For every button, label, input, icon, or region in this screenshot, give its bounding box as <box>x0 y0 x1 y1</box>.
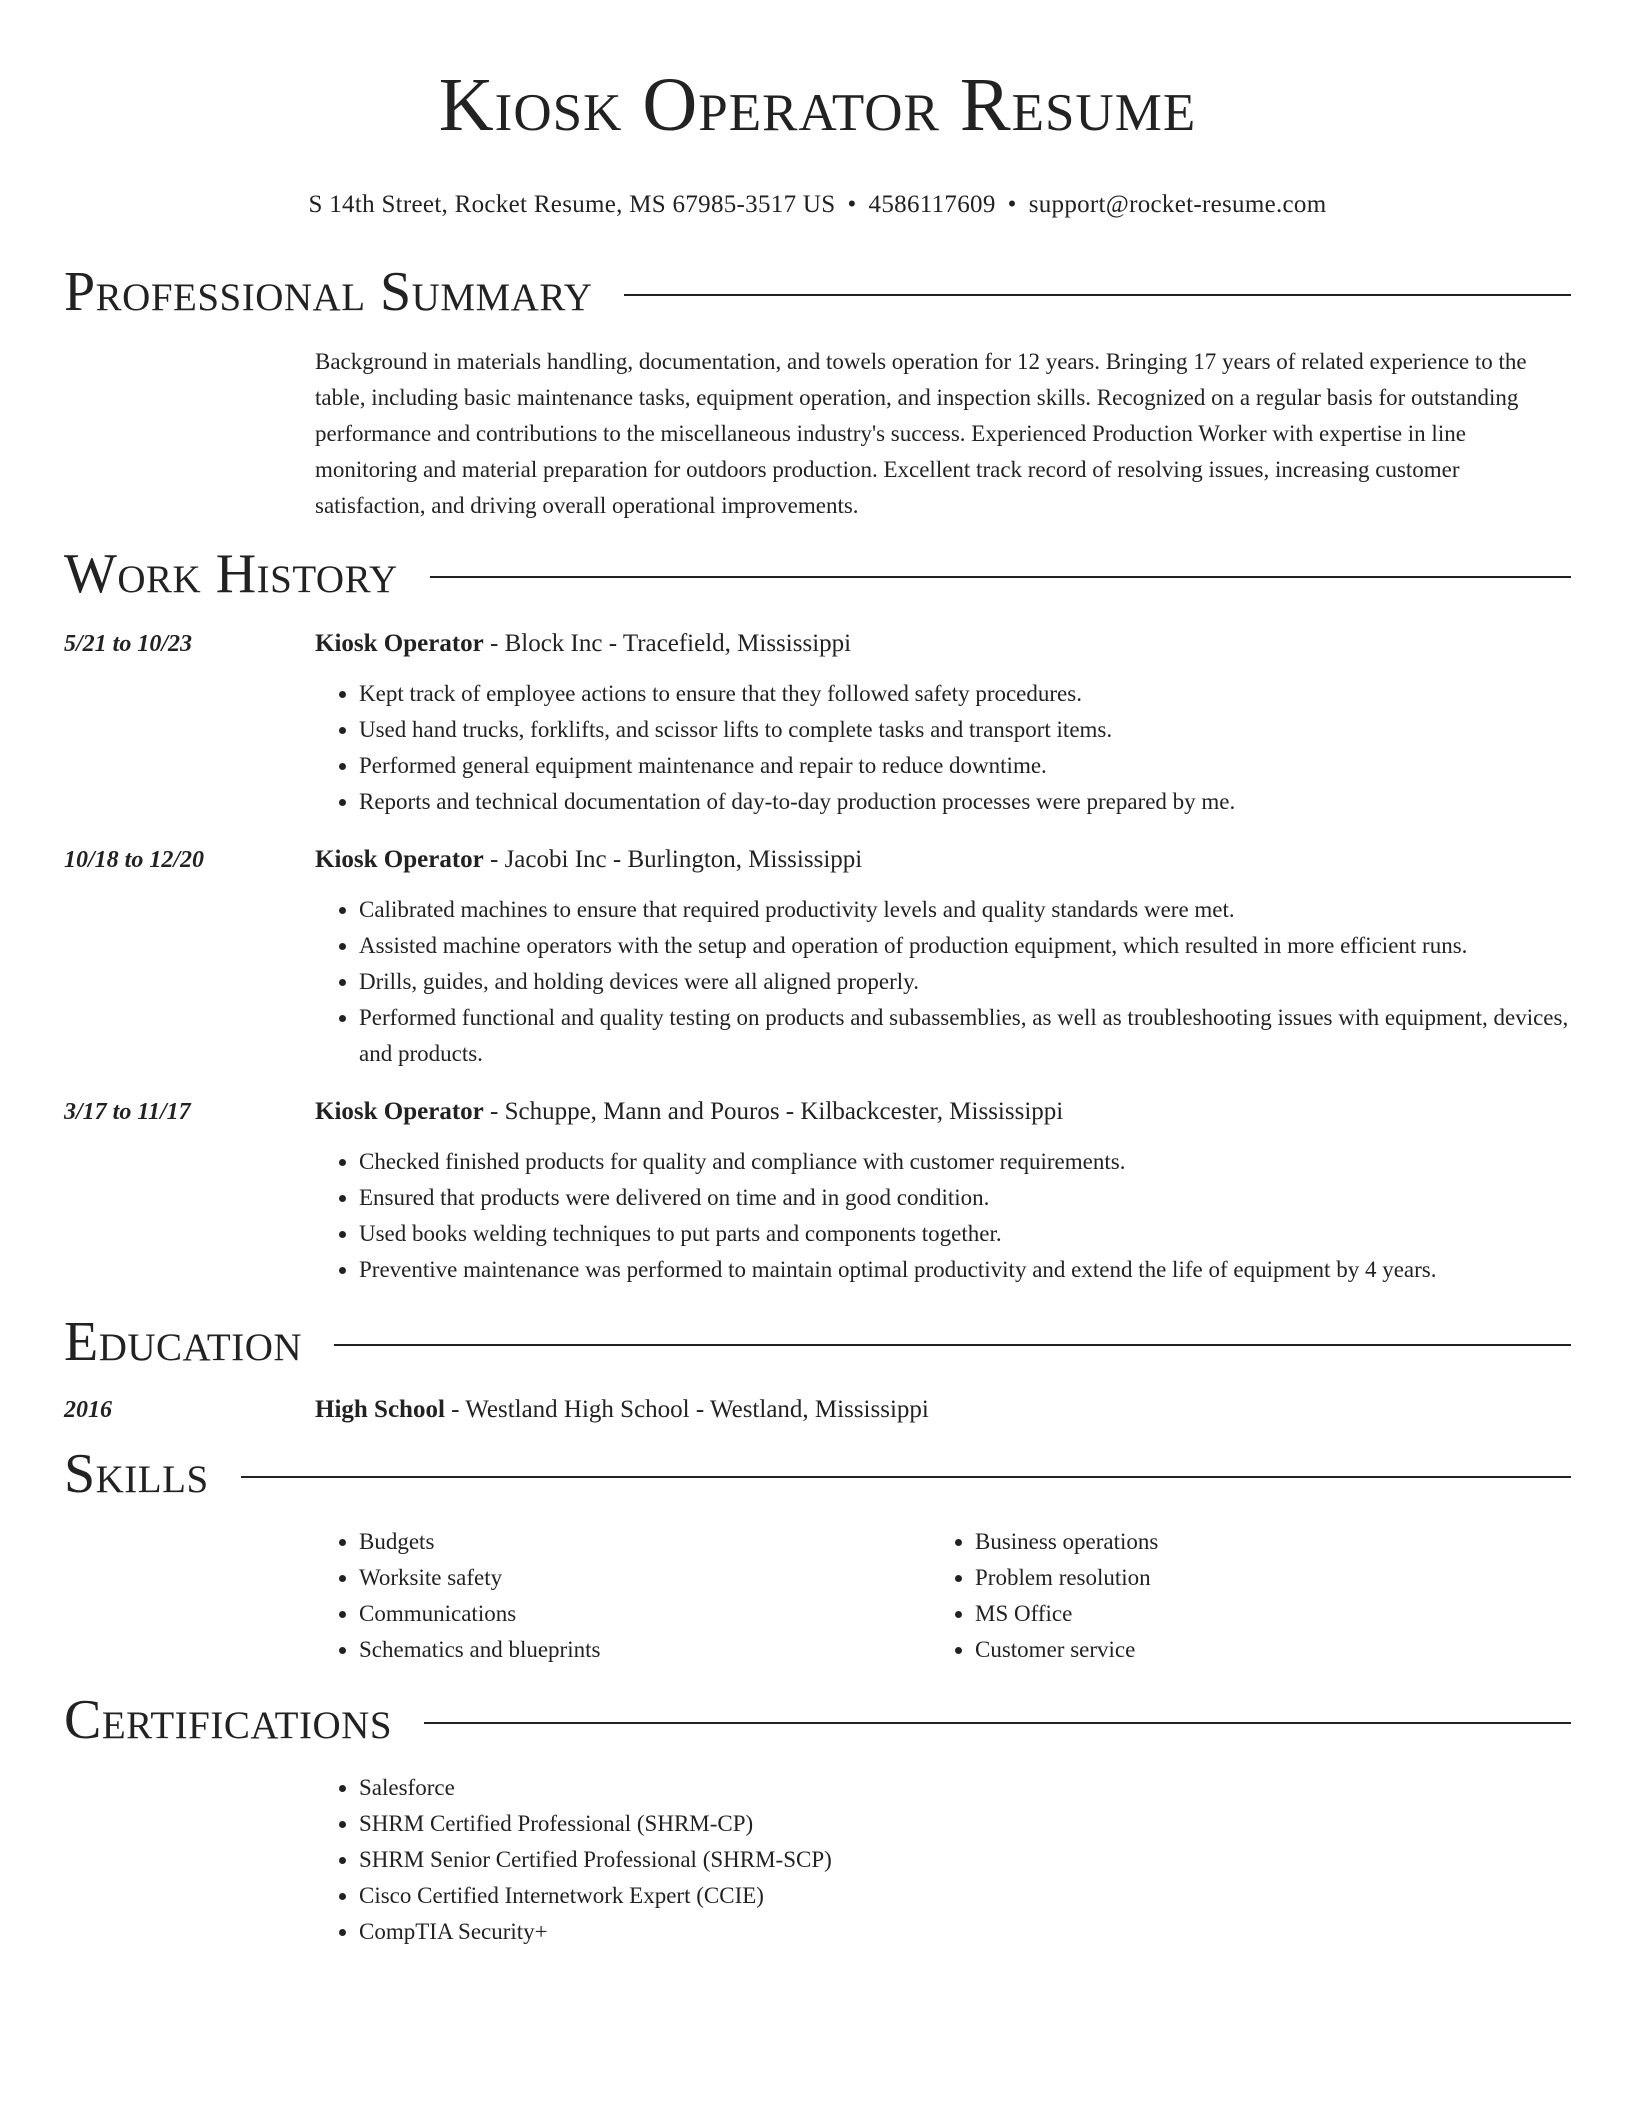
job-position: Kiosk Operator <box>315 630 484 657</box>
skills-section-header <box>64 1444 1571 1504</box>
certifications-list <box>315 1770 1571 1950</box>
job-bullet: • Reports and technical documentation of day-to-day production processes were prepared by me. <box>359 784 1571 820</box>
job-title-line <box>315 1096 1571 1128</box>
section-divider <box>334 1344 1571 1346</box>
education-details: - Westland High School - Westland, Mississippi <box>444 1396 929 1423</box>
skills-column-left <box>315 1524 931 1668</box>
job-bullet: • Assisted machine operators with the setup and operation of production equipment, which resulted in more efficient runs. <box>359 928 1571 964</box>
job-details: - Jacobi Inc - Burlington, Mississippi <box>483 846 863 873</box>
job-bullet: • Ensured that products were delivered on time and in good condition. <box>359 1180 1571 1216</box>
summary-heading: Professional Summary <box>64 261 593 323</box>
certifications-section-header <box>64 1690 1571 1750</box>
job-position: Kiosk Operator <box>315 1098 484 1125</box>
contact-line <box>64 190 1571 220</box>
education-year: 2016 <box>64 1397 112 1423</box>
job-dates: 10/18 to 12/20 <box>64 847 205 873</box>
skill-item: • Customer service <box>975 1632 1547 1668</box>
job-bullet: • Performed functional and quality testing on products and subassemblies, as well as troubleshooting issues with equipment, devices, and products. <box>359 1000 1571 1072</box>
work-heading: Work History <box>64 543 398 605</box>
education-title-line <box>315 1394 929 1426</box>
section-divider <box>624 294 1571 296</box>
job-title-line <box>315 844 1571 876</box>
section-divider <box>241 1476 1571 1478</box>
certification-item: • SHRM Certified Professional (SHRM-CP) <box>359 1806 1571 1842</box>
job-body <box>315 628 1571 820</box>
job-dates: 5/21 to 10/23 <box>64 631 193 657</box>
job-bullets <box>315 1144 1571 1288</box>
job-entry <box>64 844 1571 1072</box>
job-bullet: • Kept track of employee actions to ensure that they followed safety procedures. <box>359 676 1571 712</box>
skill-item: • Schematics and blueprints <box>359 1632 931 1668</box>
skills-grid <box>315 1524 1571 1668</box>
job-body <box>315 1096 1571 1288</box>
contact-email: support@rocket-resume.com <box>1028 191 1327 218</box>
certifications-heading: Certifications <box>64 1689 393 1751</box>
contact-separator: • <box>1007 191 1017 218</box>
education-section-header <box>64 1312 1571 1372</box>
education-heading: Education <box>64 1311 303 1373</box>
contact-separator: • <box>847 191 857 218</box>
skills-column-right <box>931 1524 1547 1668</box>
certification-item: • SHRM Senior Certified Professional (SHRM-SCP) <box>359 1842 1571 1878</box>
skill-item: • Budgets <box>359 1524 931 1560</box>
job-bullet: • Used hand trucks, forklifts, and scissor lifts to complete tasks and transport items. <box>359 712 1571 748</box>
resume-page <box>64 0 1571 1950</box>
section-divider <box>430 576 1571 578</box>
skill-item: • MS Office <box>975 1596 1547 1632</box>
section-divider <box>424 1722 1571 1724</box>
contact-phone: 4586117609 <box>868 191 996 218</box>
job-entry <box>64 628 1571 820</box>
job-bullets <box>315 892 1571 1072</box>
contact-address: S 14th Street, Rocket Resume, MS 67985-3517 US <box>308 191 836 218</box>
job-entry <box>64 1096 1571 1288</box>
job-title-line <box>315 628 1571 660</box>
job-bullet: • Preventive maintenance was performed to maintain optimal productivity and extend the life of equipment by 4 years. <box>359 1252 1571 1288</box>
skill-item: • Business operations <box>975 1524 1547 1560</box>
education-entry <box>64 1394 1571 1426</box>
certification-item: • Cisco Certified Internetwork Expert (CCIE) <box>359 1878 1571 1914</box>
summary-text: Background in materials handling, documentation, and towels operation for 12 years. Bringing 17 years of related experience to the table, including basic maintenance tasks, equipment operation, and inspection skills. Recognized on a regular basis for outstanding performance and contributions to the miscellaneous industry's success. Experienced Production Worker with expertise in line monitoring and material preparation for outdoors production. Excellent track record of resolving issues, increasing customer satisfaction, and driving overall operational improvements. <box>315 349 1527 518</box>
job-bullet: • Checked finished products for quality and compliance with customer requirements. <box>359 1144 1571 1180</box>
job-position: Kiosk Operator <box>315 846 484 873</box>
job-body <box>315 844 1571 1072</box>
skill-item: • Communications <box>359 1596 931 1632</box>
skill-item: • Worksite safety <box>359 1560 931 1596</box>
summary-section-header <box>64 262 1571 322</box>
skills-heading: Skills <box>64 1443 209 1505</box>
job-bullet: • Performed general equipment maintenance and repair to reduce downtime. <box>359 748 1571 784</box>
work-entries <box>64 628 1571 1288</box>
job-bullet: • Calibrated machines to ensure that required productivity levels and quality standards were met. <box>359 892 1571 928</box>
skill-item: • Problem resolution <box>975 1560 1547 1596</box>
work-section-header <box>64 544 1571 604</box>
job-bullets <box>315 676 1571 820</box>
resume-title: Kiosk Operator Resume <box>438 63 1197 147</box>
education-degree: High School <box>315 1396 445 1423</box>
job-dates: 3/17 to 11/17 <box>64 1099 191 1125</box>
certification-item: • CompTIA Security+ <box>359 1914 1571 1950</box>
job-details: - Block Inc - Tracefield, Mississippi <box>483 630 852 657</box>
job-bullet: • Used books welding techniques to put parts and components together. <box>359 1216 1571 1252</box>
job-bullet: • Drills, guides, and holding devices were all aligned properly. <box>359 964 1571 1000</box>
certification-item: • Salesforce <box>359 1770 1571 1806</box>
job-details: - Schuppe, Mann and Pouros - Kilbackcester, Mississippi <box>483 1098 1064 1125</box>
